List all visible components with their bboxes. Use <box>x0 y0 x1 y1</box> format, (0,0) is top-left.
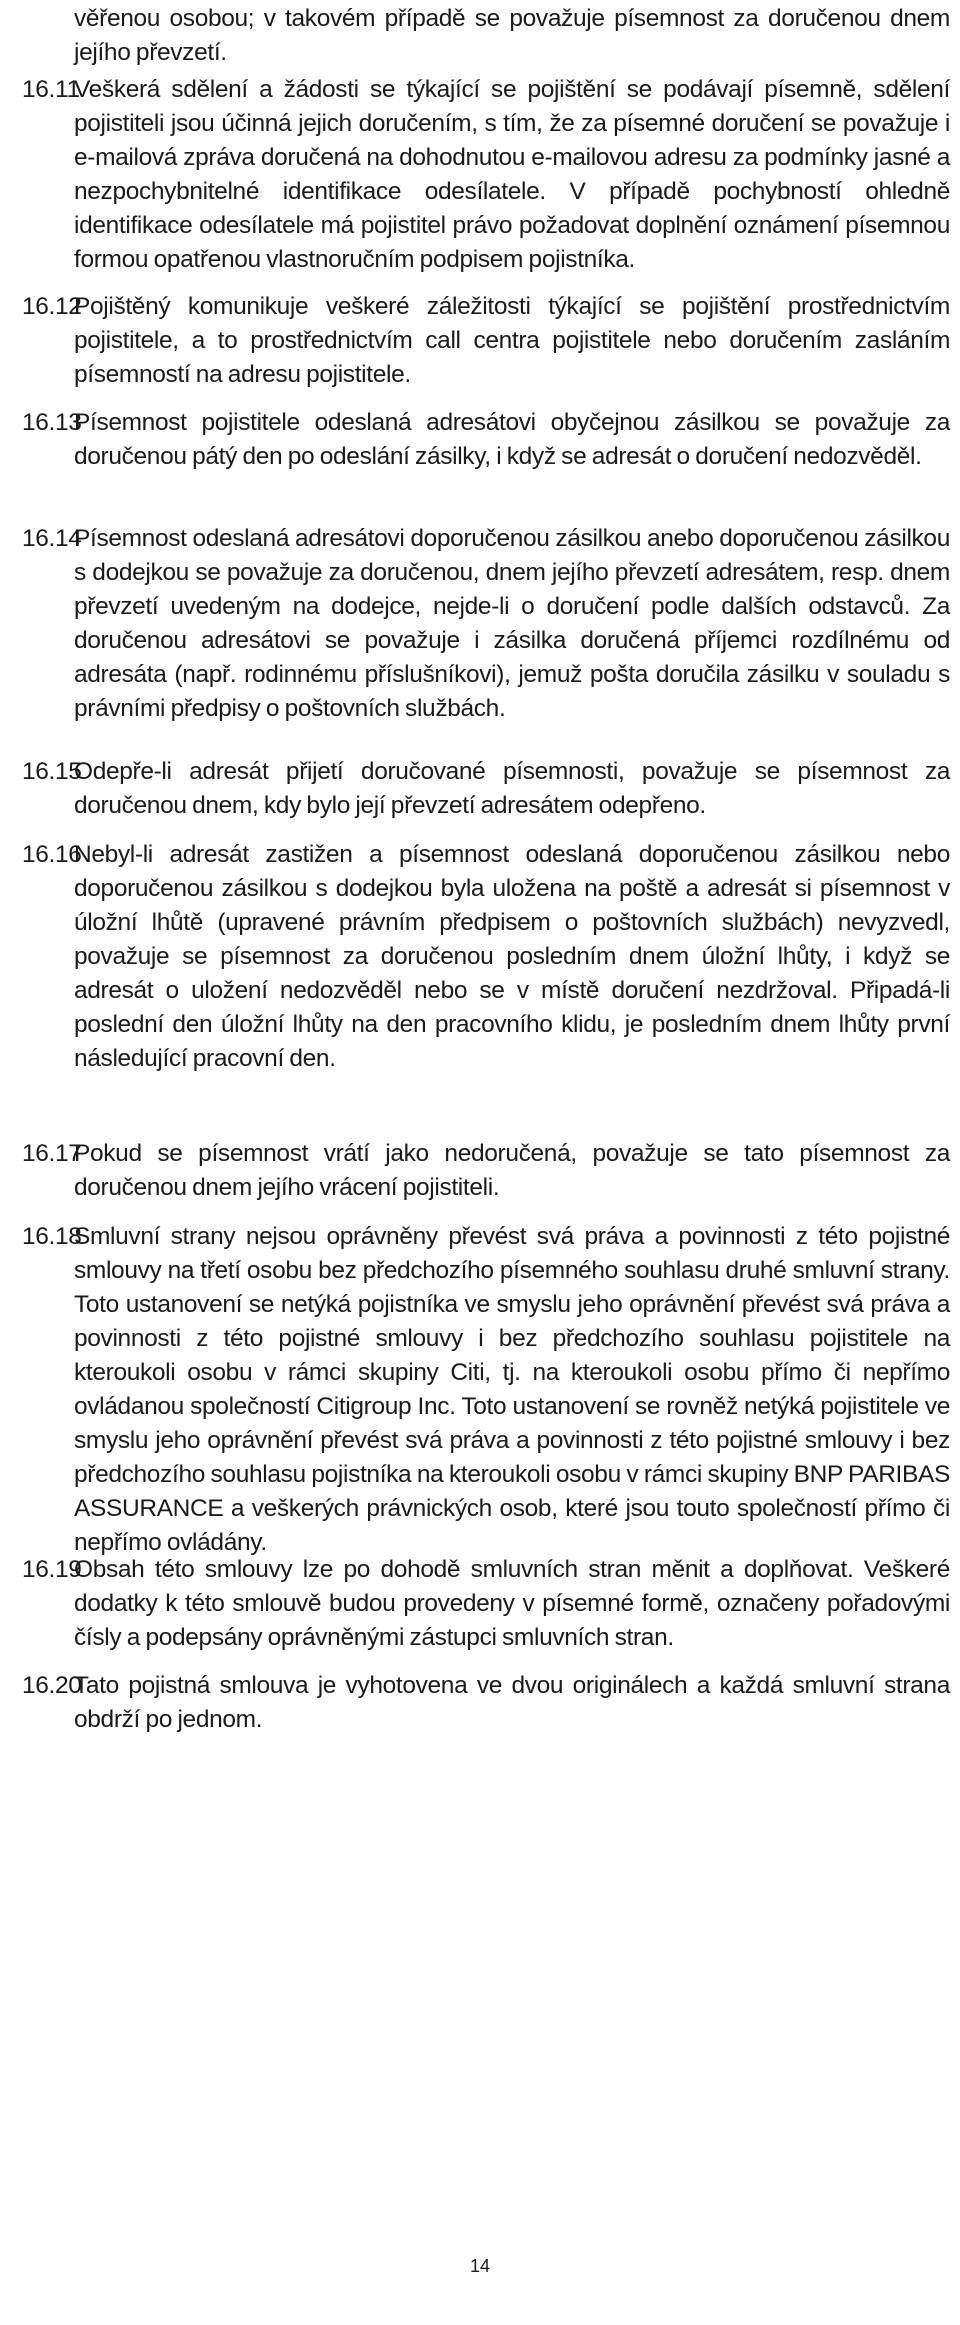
section-text: Veškerá sdělení a žádosti se týkající se pojištění se podávají písemně, sdělení pojistiteli jsou účinná jejich doručením, s tím, že za písemné doručení se považuje i e-mailová zpráva doručená na dohodnutou e-mailovou adresu za podmínky jasné a nezpochybnitelné identifikace odesílatele. V případě pochybností ohledně identifikace odesílatele má pojistitel právo požadovat doplnění oznámení písemnou formou opatřenou vlastnoručním podpisem pojistníka. <box>74 76 950 273</box>
section-number: 16.11 <box>22 76 80 103</box>
section-text: Písemnost pojistitele odeslaná adresátovi obyčejnou zásilkou se považuje za doručenou pátý den po odeslání zásilky, i když se adresát o doručení nedozvěděl. <box>74 409 950 470</box>
section-text: Pokud se písemnost vrátí jako nedoručená, považuje se tato písemnost za doručenou dnem jejího vrácení pojistiteli. <box>74 1140 950 1201</box>
continuation-text: věřenou osobou; v takovém případě se považuje písemnost za doručenou dnem jejího převzetí. <box>74 5 950 66</box>
section-text: Pojištěný komunikuje veškeré záležitosti týkající se pojištění prostřednictvím pojistitele, a to prostřednictvím call centra pojistitele nebo doručením zasláním písemností na adresu pojistitele. <box>74 293 950 388</box>
section-number: 16.20 <box>22 1672 82 1699</box>
section-text: Nebyl-li adresát zastižen a písemnost odeslaná doporučenou zásilkou nebo doporučenou zásilkou s dodejkou byla uložena na poště a adresát si písemnost v úložní lhůtě (upravené právním předpisem o poštovních službách) nevyzvedl, považuje se písemnost za doručenou posledním dnem úložní lhůty, i když se adresát o uložení nedozvěděl nebo se v místě doručení nezdržoval. Připadá-li poslední den úložní lhůty na den pracovního klidu, je posledním dnem lhůty první následující pracovní den. <box>74 841 950 1072</box>
section-number: 16.12 <box>22 293 82 320</box>
section-text: Tato pojistná smlouva je vyhotovena ve dvou originálech a každá smluvní strana obdrží po jednom. <box>74 1672 950 1733</box>
section-number: 16.18 <box>22 1223 82 1250</box>
section-text: Odepře-li adresát přijetí doručované písemnosti, považuje se písemnost za doručenou dnem, kdy bylo její převzetí adresátem odepřeno. <box>74 758 950 819</box>
section-number: 16.13 <box>22 409 82 436</box>
page-number: 14 <box>469 2256 491 2276</box>
section-number: 16.16 <box>22 841 82 868</box>
section-number: 16.15 <box>22 758 82 785</box>
section-text: Smluvní strany nejsou oprávněny převést svá práva a povinnosti z této pojistné smlouvy na třetí osobu bez předchozího písemného souhlasu druhé smluvní strany. Toto ustanovení se netýká pojistníka ve smyslu jeho oprávnění převést svá práva a povinnosti z této pojistné smlouvy i bez předchozího souhlasu pojistitele na kteroukoli osobu v rámci skupiny Citi, tj. na kteroukoli osobu přímo či nepřímo ovládanou společností Citigroup Inc. Toto ustanovení se rovněž netýká pojistitele ve smyslu jeho oprávnění převést svá práva a povinnosti z této pojistné smlouvy i bez předchozího souhlasu pojistníka na kteroukoli osobu v rámci skupiny BNP PARIBAS ASSURANCE a veškerých právnických osob, které jsou touto společností přímo či nepřímo ovládány. <box>74 1223 950 1556</box>
section-text: Písemnost odeslaná adresátovi doporučenou zásilkou anebo doporučenou zásilkou s dodejkou se považuje za doručenou, dnem jejího převzetí adresátem, resp. dnem převzetí uvedeným na dodejce, nejde-li o doručení podle dalších odstavců. Za doručenou adresátovi se považuje i zásilka doručená příjemci rozdílnému od adresáta (např. rodinnému příslušníkovi), jemuž pošta doručila zásilku v souladu s právními předpisy o poštovních službách. <box>74 525 950 722</box>
section-text: Obsah této smlouvy lze po dohodě smluvních stran měnit a doplňovat. Veškeré dodatky k této smlouvě budou provedeny v písemné formě, označeny pořadovými čísly a podepsány oprávněnými zástupci smluvních stran. <box>74 1556 950 1651</box>
section-number: 16.19 <box>22 1556 82 1583</box>
section-number: 16.14 <box>22 525 82 552</box>
section-number: 16.17 <box>22 1140 82 1167</box>
